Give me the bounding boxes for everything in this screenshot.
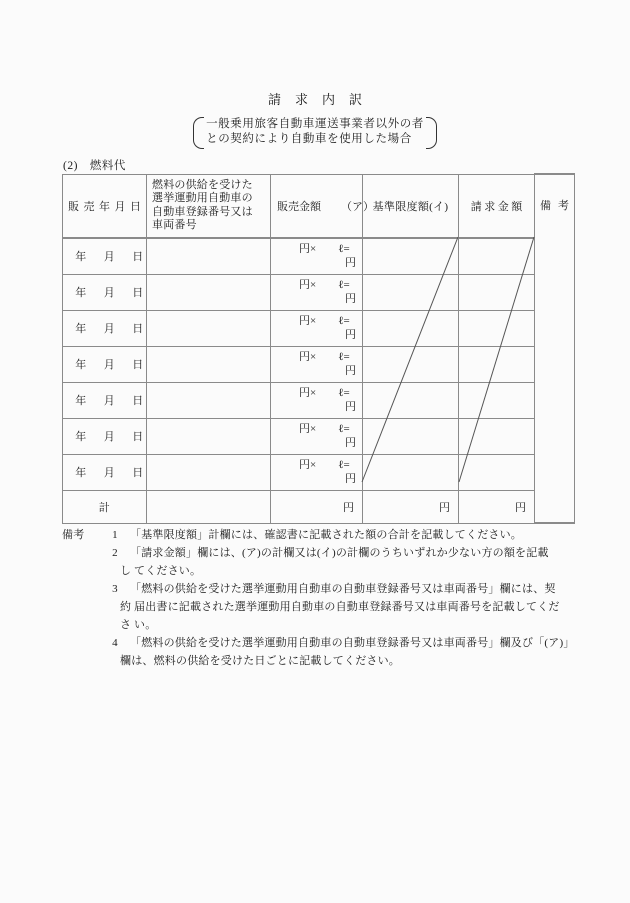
date-day-label: 日	[132, 323, 144, 335]
date-day-label: 日	[132, 431, 144, 443]
footnote-continuation-rest: 届出書に記載された選挙運動用自動車の自動車登録番号又は車両番号を記載してくだ	[134, 601, 560, 613]
table-row	[63, 454, 575, 490]
sales-yen-label: 円	[299, 350, 310, 363]
sales-yen-label: 円	[299, 314, 310, 327]
date-year-label: 年	[75, 251, 87, 263]
cell-sales-amount[interactable]	[271, 274, 363, 310]
header-sales-amount-mark: （ア）	[341, 200, 374, 213]
header-note-char-2: 考	[558, 200, 569, 212]
date-year-label: 年	[75, 323, 87, 335]
date-year-label: 年	[75, 431, 87, 443]
sales-result-yen-label: 円	[345, 256, 356, 269]
cell-date[interactable]	[63, 346, 147, 382]
date-year-label: 年	[75, 467, 87, 479]
footnote-number: 4	[112, 637, 118, 649]
header-cell-claim-amount	[459, 174, 535, 238]
cell-registration[interactable]	[147, 418, 271, 454]
sales-multiply-sign: ×	[310, 422, 317, 435]
date-placeholder	[63, 464, 146, 480]
table-header-row	[63, 174, 575, 238]
cell-registration[interactable]	[147, 382, 271, 418]
cell-total-claim-amount[interactable]	[459, 490, 535, 523]
sales-yen-label: 円	[299, 422, 310, 435]
cell-claim-amount[interactable]	[459, 382, 535, 418]
header-registration-line-4: 車両番号	[152, 219, 197, 231]
date-year-label: 年	[75, 359, 87, 371]
footnote-continuation-lead: し	[120, 565, 132, 577]
table-row	[63, 418, 575, 454]
sales-equals-sign: =	[343, 422, 350, 435]
footnote-continuation-rest: てください。	[134, 565, 202, 577]
subtitle-line-1: 一般乗用旅客自動車運送事業者以外の者	[206, 117, 424, 130]
section-title: 燃料代	[89, 160, 126, 172]
cell-claim-amount[interactable]	[459, 346, 535, 382]
total-label: 計	[98, 501, 111, 514]
table-row	[63, 238, 575, 275]
left-bracket-icon	[193, 117, 204, 149]
sales-result-yen-label: 円	[345, 472, 356, 485]
date-month-label: 月	[103, 359, 116, 371]
total-claim-yen-label: 円	[515, 501, 526, 514]
header-cell-standard-limit	[363, 174, 459, 238]
cell-total-registration	[147, 490, 271, 523]
sales-equals-sign: =	[343, 242, 350, 255]
header-label-note	[535, 175, 574, 235]
cell-total-sales-amount[interactable]	[271, 490, 363, 523]
date-day-label: 日	[132, 467, 144, 479]
cell-registration[interactable]	[147, 238, 271, 275]
subtitle-line-2: との契約により自動車を使用した場合	[206, 132, 412, 145]
sales-result-yen-label: 円	[345, 292, 356, 305]
cell-date[interactable]	[63, 310, 147, 346]
cell-date[interactable]	[63, 418, 147, 454]
date-month-label: 月	[103, 395, 116, 407]
sales-result-yen-label: 円	[345, 364, 356, 377]
footnote-continuation-lead: 約	[120, 601, 132, 613]
sales-yen-label: 円	[299, 242, 310, 255]
section-label	[63, 157, 126, 173]
total-sales-yen-label: 円	[343, 501, 354, 514]
cell-standard-limit[interactable]	[363, 310, 459, 346]
header-label-registration	[147, 176, 270, 236]
sales-equals-sign: =	[343, 386, 350, 399]
footnote-number: 3	[112, 583, 118, 595]
footnote-continuation	[120, 616, 582, 634]
cell-claim-amount[interactable]	[459, 310, 535, 346]
sales-multiply-sign: ×	[310, 350, 317, 363]
cell-registration[interactable]	[147, 274, 271, 310]
fuel-cost-table-wrapper	[62, 173, 574, 524]
header-label-claim-amount: 請求金額	[470, 200, 525, 213]
sales-yen-label: 円	[299, 386, 310, 399]
footnotes-label: 備考	[62, 529, 85, 541]
sales-liter-label: ℓ	[338, 386, 344, 399]
header-cell-sales-amount	[271, 174, 374, 238]
header-label-sales-amount	[271, 198, 374, 214]
date-placeholder	[63, 248, 146, 264]
footnote-item	[62, 544, 582, 562]
cell-standard-limit[interactable]	[363, 418, 459, 454]
cell-claim-amount[interactable]	[459, 238, 535, 275]
cell-sales-amount[interactable]	[271, 238, 363, 275]
cell-date[interactable]	[63, 454, 147, 490]
footnote-continuation-rest: い。	[134, 619, 157, 631]
sales-liter-label: ℓ	[338, 458, 344, 471]
footnote-continuation	[120, 652, 582, 670]
sales-liter-label: ℓ	[338, 350, 344, 363]
footnote-text: 「基準限度額」計欄には、確認書に記載された額の合計を記載してください。	[130, 529, 522, 541]
sales-equals-sign: =	[343, 350, 350, 363]
footnote-continuation-rest: 欄は、燃料の供給を受けた日ごとに記載してください。	[120, 655, 400, 667]
date-month-label: 月	[103, 251, 116, 263]
sales-equals-sign: =	[343, 314, 350, 327]
table-total-row	[63, 490, 575, 523]
cell-sales-amount[interactable]	[271, 346, 363, 382]
cell-standard-limit[interactable]	[363, 274, 459, 310]
cell-standard-limit[interactable]	[363, 346, 459, 382]
table-row	[63, 346, 575, 382]
header-cell-date	[63, 174, 147, 238]
page-title: 請求内訳	[267, 92, 376, 107]
date-day-label: 日	[132, 287, 144, 299]
date-day-label: 日	[132, 359, 144, 371]
total-standard-limit-yen-label: 円	[439, 501, 450, 514]
footnotes-section	[62, 526, 582, 670]
table-row	[63, 310, 575, 346]
header-registration-line-1: 燃料の供給を受けた	[152, 178, 253, 191]
footnote-number: 2	[112, 547, 118, 559]
date-placeholder	[63, 320, 146, 336]
sales-yen-label: 円	[299, 278, 310, 291]
header-sales-amount-text: 販売金額	[277, 200, 321, 213]
cell-sales-amount[interactable]	[271, 454, 363, 490]
footnote-continuation	[120, 598, 582, 616]
cell-total-label	[63, 490, 147, 523]
header-label-date: 販売年月日	[68, 200, 146, 213]
sales-result-yen-label: 円	[345, 400, 356, 413]
cell-date[interactable]	[63, 274, 147, 310]
cell-standard-limit[interactable]	[363, 454, 459, 490]
cell-claim-amount[interactable]	[459, 454, 535, 490]
sales-multiply-sign: ×	[310, 458, 317, 471]
cell-standard-limit[interactable]	[363, 238, 459, 275]
sales-multiply-sign: ×	[310, 242, 317, 255]
sales-liter-label: ℓ	[338, 422, 344, 435]
footnote-text: 「燃料の供給を受けた選挙運動用自動車の自動車登録番号又は車両番号」欄及び「(ア)」	[130, 637, 575, 649]
sales-result-yen-label: 円	[345, 328, 356, 341]
date-month-label: 月	[103, 467, 116, 479]
sales-multiply-sign: ×	[310, 386, 317, 399]
sales-yen-label: 円	[299, 458, 310, 471]
date-year-label: 年	[75, 395, 87, 407]
cell-registration[interactable]	[147, 310, 271, 346]
date-month-label: 月	[103, 287, 116, 299]
cell-sales-amount[interactable]	[271, 418, 363, 454]
footnote-text: 「請求金額」欄には、(ア)の計欄又は(イ)の計欄のうちいずれか少ない方の額を記載	[130, 547, 549, 559]
date-placeholder	[63, 392, 146, 408]
sales-multiply-sign: ×	[310, 314, 317, 327]
footnote-item	[62, 526, 582, 544]
sales-multiply-sign: ×	[310, 278, 317, 291]
table-row	[63, 274, 575, 310]
header-cell-registration	[147, 174, 271, 238]
table-row	[63, 382, 575, 418]
sales-result-yen-label: 円	[345, 436, 356, 449]
header-note-char-1: 備	[540, 200, 551, 212]
footnote-item	[62, 580, 582, 598]
cell-sales-amount[interactable]	[271, 310, 363, 346]
footnote-continuation-lead: さ	[120, 619, 132, 631]
footnote-text: 「燃料の供給を受けた選挙運動用自動車の自動車登録番号又は車両番号」欄には、契	[130, 583, 556, 595]
header-registration-line-3: 自動車登録番号又は	[152, 205, 253, 218]
sales-liter-label: ℓ	[338, 242, 344, 255]
date-day-label: 日	[132, 251, 144, 263]
sales-equals-sign: =	[343, 278, 350, 291]
sales-liter-label: ℓ	[338, 314, 344, 327]
cell-total-standard-limit[interactable]	[363, 490, 459, 523]
cell-claim-amount[interactable]	[459, 274, 535, 310]
date-placeholder	[63, 356, 146, 372]
footnote-continuation	[120, 562, 582, 580]
subtitle-bracketed	[193, 117, 437, 147]
footnote-item	[62, 634, 582, 652]
note-column-cell[interactable]	[535, 174, 575, 523]
right-bracket-icon	[426, 117, 437, 149]
cell-registration[interactable]	[147, 454, 271, 490]
cell-sales-amount[interactable]	[271, 382, 363, 418]
date-month-label: 月	[103, 431, 116, 443]
sales-liter-label: ℓ	[338, 278, 344, 291]
title-block	[0, 92, 630, 147]
fuel-cost-table	[62, 173, 575, 524]
footnote-number: 1	[112, 529, 118, 541]
date-placeholder	[63, 284, 146, 300]
header-label-standard-limit: 基準限度額(イ)	[372, 200, 449, 213]
date-day-label: 日	[132, 395, 144, 407]
cell-standard-limit[interactable]	[363, 382, 459, 418]
sales-equals-sign: =	[343, 458, 350, 471]
cell-claim-amount[interactable]	[459, 418, 535, 454]
section-number: (2)	[63, 160, 78, 172]
date-year-label: 年	[75, 287, 87, 299]
date-month-label: 月	[103, 323, 116, 335]
cell-date[interactable]	[63, 382, 147, 418]
cell-registration[interactable]	[147, 346, 271, 382]
cell-date[interactable]	[63, 238, 147, 275]
header-registration-line-2: 選挙運動用自動車の	[152, 192, 253, 204]
date-placeholder	[63, 428, 146, 444]
